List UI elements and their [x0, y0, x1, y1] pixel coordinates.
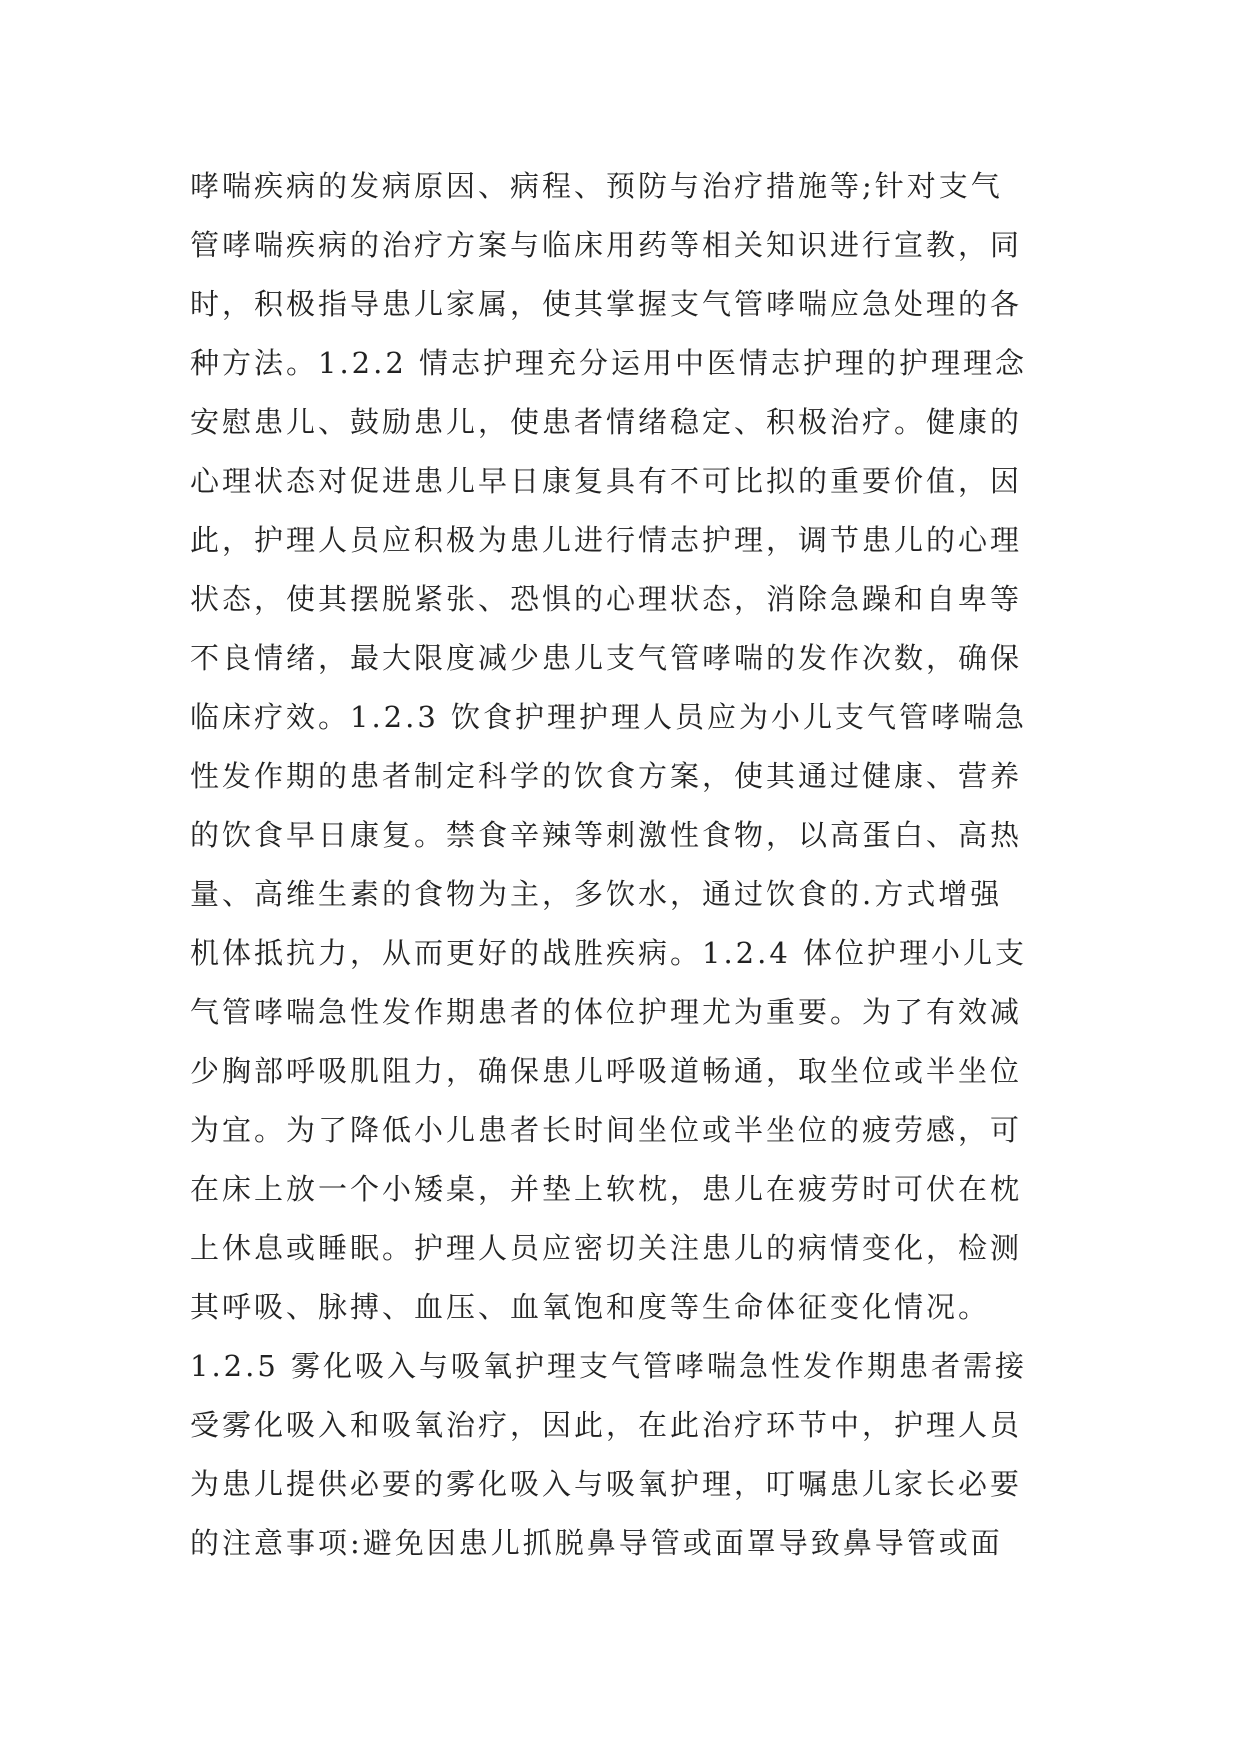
text-line: 管哮喘疾病的治疗方案与临床用药等相关知识进行宣教，同	[190, 228, 1023, 262]
text-line: 哮喘疾病的发病原因、病程、预防与治疗措施等;针对支气	[190, 169, 1003, 203]
text-line: 性发作期的患者制定科学的饮食方案，使其通过健康、营养	[190, 759, 1023, 793]
text-line: 在床上放一个小矮桌，并垫上软枕，患儿在疲劳时可伏在枕	[190, 1172, 1023, 1206]
text-line: 机体抵抗力，从而更好的战胜疾病。1.2.4 体位护理小儿支	[190, 936, 1028, 970]
text-line: 为患儿提供必要的雾化吸入与吸氧护理，叮嘱患儿家长必要	[190, 1467, 1023, 1501]
text-line: 安慰患儿、鼓励患儿，使患者情绪稳定、积极治疗。健康的	[190, 405, 1023, 439]
text-line: 为宜。为了降低小儿患者长时间坐位或半坐位的疲劳感，可	[190, 1113, 1023, 1147]
text-line: 气管哮喘急性发作期患者的体位护理尤为重要。为了有效减	[190, 995, 1023, 1029]
text-line: 状态，使其摆脱紧张、恐惧的心理状态，消除急躁和自卑等	[190, 582, 1023, 616]
text-line: 不良情绪，最大限度减少患儿支气管哮喘的发作次数，确保	[190, 641, 1023, 675]
text-line: 的注意事项:避免因患儿抓脱鼻导管或面罩导致鼻导管或面	[190, 1526, 1003, 1560]
text-line: 种方法。1.2.2 情志护理充分运用中医情志护理的护理理念	[190, 346, 1028, 380]
text-line: 1.2.5 雾化吸入与吸氧护理支气管哮喘急性发作期患者需接	[190, 1349, 1028, 1383]
text-line: 的饮食早日康复。禁食辛辣等刺激性食物，以高蛋白、高热	[190, 818, 1023, 852]
text-line: 上休息或睡眠。护理人员应密切关注患儿的病情变化，检测	[190, 1231, 1023, 1265]
text-line: 心理状态对促进患儿早日康复具有不可比拟的重要价值，因	[190, 464, 1023, 498]
text-line: 少胸部呼吸肌阻力，确保患儿呼吸道畅通，取坐位或半坐位	[190, 1054, 1023, 1088]
text-line: 此，护理人员应积极为患儿进行情志护理，调节患儿的心理	[190, 523, 1023, 557]
body-text	[190, 157, 1070, 1573]
text-line: 受雾化吸入和吸氧治疗，因此，在此治疗环节中，护理人员	[190, 1408, 1023, 1442]
text-line: 量、高维生素的食物为主，多饮水，通过饮食的.方式增强	[190, 877, 1003, 911]
text-line: 时，积极指导患儿家属，使其掌握支气管哮喘应急处理的各	[190, 287, 1023, 321]
text-line: 其呼吸、脉搏、血压、血氧饱和度等生命体征变化情况。	[190, 1290, 991, 1324]
text-line: 临床疗效。1.2.3 饮食护理护理人员应为小儿支气管哮喘急	[190, 700, 1028, 734]
